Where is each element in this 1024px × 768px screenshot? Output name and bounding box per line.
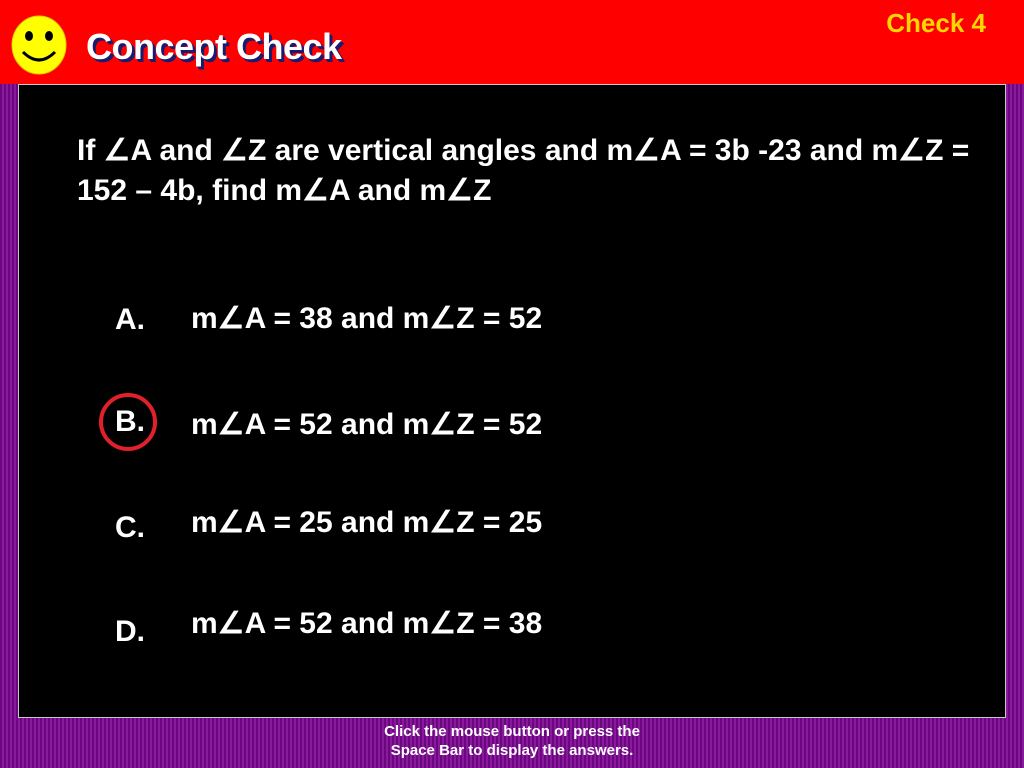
check-number-label: Check 4: [886, 8, 986, 38]
footer-line-1: Click the mouse button or press the: [384, 723, 640, 740]
answer-d-letter[interactable]: D.: [115, 615, 145, 648]
footer-instructions: [330, 722, 694, 760]
header-bar: [0, 0, 1024, 84]
answer-c-text[interactable]: m∠A = 25 and m∠Z = 25: [191, 506, 543, 539]
smiley-face-icon: [10, 14, 68, 76]
question-text: If ∠A and ∠Z are vertical angles and m∠A = 3b -23 and m∠Z = 152 – 4b, find m∠A and m∠Z: [77, 134, 970, 207]
answer-a-letter[interactable]: A.: [115, 303, 145, 336]
answer-b-letter[interactable]: B.: [115, 405, 145, 438]
question-panel: [18, 84, 1006, 718]
answer-d-text[interactable]: m∠A = 52 and m∠Z = 38: [191, 607, 543, 640]
answer-b-text[interactable]: m∠A = 52 and m∠Z = 52: [191, 408, 543, 441]
answer-c-letter[interactable]: C.: [115, 511, 145, 544]
answer-a-text[interactable]: m∠A = 38 and m∠Z = 52: [191, 302, 543, 335]
footer-line-2: Space Bar to display the answers.: [390, 742, 634, 759]
page-title: Concept Check: [86, 26, 342, 67]
